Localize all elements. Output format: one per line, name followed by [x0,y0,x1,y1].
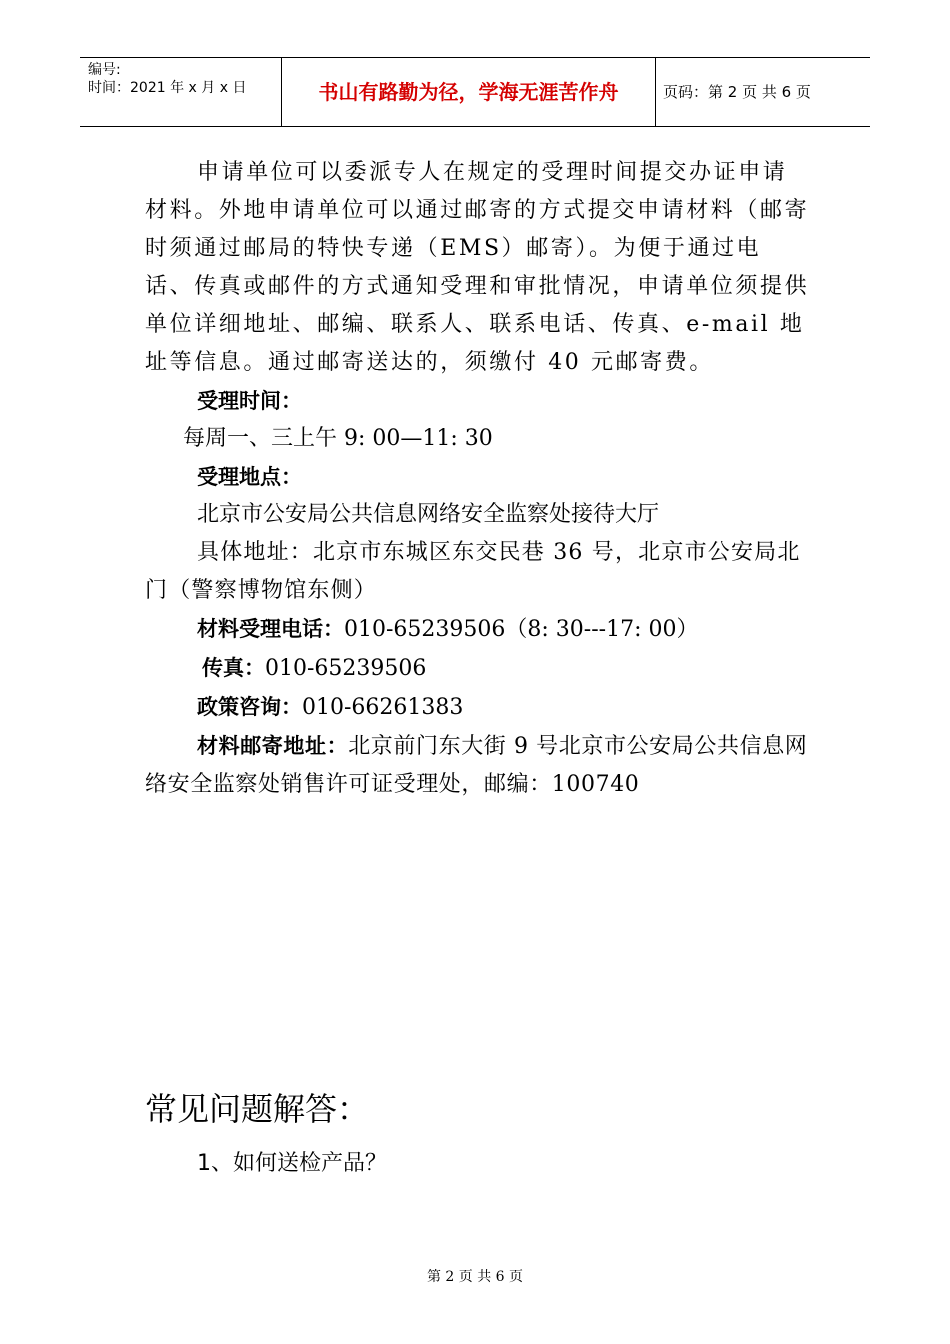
page-footer: 第 2 页 共 6 页 [426,1269,524,1285]
time-label: 时间：2021 年 x 月 x 日 [88,80,247,96]
header-meta [88,61,246,97]
accept-place-value: 北京市公安局公共信息网络安全监察处接待大厅 [197,502,660,527]
address-text: 具体地址：北京市东城区东交民巷 36 号，北京市公安局北门（警察博物馆东侧） [145,540,801,603]
policy-label: 政策咨询： [197,695,302,719]
fax-line [145,649,810,688]
page-header [80,57,870,127]
accept-time-value: 每周一、三上午 9: 00—11: 30 [183,426,493,451]
header-page-info: 页码：第 2 页 共 6 页 [663,83,811,101]
accept-time-label: 受理时间： [197,389,302,413]
document-body [145,154,810,804]
mail-label: 材料邮寄地址： [197,734,349,758]
phone-value: 010-65239506（8: 30---17: 00） [344,617,699,642]
policy-value: 010-66261383 [302,695,464,720]
fax-value: 010-65239506 [265,656,427,681]
header-motto: 书山有路勤为径，学海无涯苦作舟 [318,80,619,104]
accept-place-label: 受理地点： [197,465,302,489]
phone-line [145,610,810,649]
intro-paragraph: 申请单位可以委派专人在规定的受理时间提交办证申请材料。外地申请单位可以通过邮寄的方式提交申请材料（邮寄时须通过邮局的特快专递（EMS）邮寄）。为便于通过电话、传真或邮件的方式通知受理和审批情况，申请单位须提供单位详细地址、邮编、联系人、联系电话、传真、e-mail 地址等信息。通过邮寄送达的，须缴付 40 元邮寄费。 [145,160,810,375]
policy-line [145,688,810,727]
faq-question: 1、如何送检产品？ [197,1151,387,1176]
faq-title: 常见问题解答： [145,1090,370,1128]
serial-label: 编号: [88,62,121,78]
fax-label: 传真： [202,656,265,680]
header-divider [655,58,656,126]
phone-label: 材料受理电话： [197,617,344,641]
mail-value: 北京前门东大街 9 号北京市公安局公共信息网络安全监察处销售许可证受理处，邮编：100740 [145,734,808,797]
mail-line [145,727,810,804]
